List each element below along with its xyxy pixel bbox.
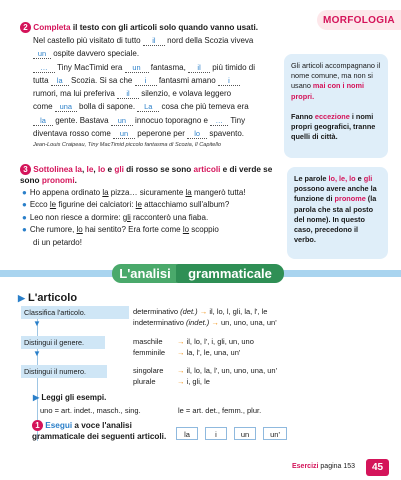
list-item: ● Ho appena ordinato la pizza… sicuramente la mangerò tutta! [22, 188, 246, 197]
passage-source: Jean-Louis Craipeau, Tiny MacTimid piccolo fantasma di Scozia, Il Capitello [33, 142, 221, 148]
list-item-continuation: di un petardo! [33, 237, 82, 247]
target-word[interactable]: lo [182, 225, 190, 235]
passage-line: rumori, ma lui preferiva il silenzio, e volava leggero [33, 89, 232, 99]
arrow-right-icon: → [177, 377, 185, 386]
answer-blank[interactable]: il [143, 36, 165, 46]
classify-line: determinativo (det.) → il, lo, l, gli, la, l', le [133, 307, 268, 316]
step-classify: Classifica l'articolo. [21, 306, 129, 319]
exercise-2-title [20, 22, 320, 33]
triangle-icon: ▶ [18, 293, 25, 303]
step-gender: Distingui il genere. [21, 336, 105, 349]
instruction-verb: Completa [33, 23, 71, 32]
arrow-right-icon: → [177, 366, 185, 375]
page-number: 45 [366, 459, 389, 476]
exercise-number: 2 [20, 22, 31, 33]
passage-line: … Tiny MacTimid era un fantasma, il più timido di [33, 61, 273, 74]
answer-blank[interactable]: la [51, 76, 69, 86]
answer-blank[interactable]: una [55, 102, 77, 112]
answer-blank[interactable]: la [33, 116, 53, 126]
arrow-right-icon: → [211, 318, 219, 327]
article-section-title: ▶ L'articolo [18, 292, 78, 304]
list-item: ● Che rumore, lo hai sentito? Era forte come lo scoppio [22, 225, 219, 235]
exercise-1-title: 1 Esegui a voce l'analisi grammaticale dei seguenti articoli. [32, 421, 167, 442]
section-tag: MORFOLOGIA [317, 10, 401, 30]
info-box-pronouns: Le parole lo, le, lo e gli possono avere anche la funzione di pronome (la parola che sta al posto del nome). In questo caso, precedono il verbo. [287, 167, 388, 259]
banner-title-part1: L'analisi [112, 264, 178, 283]
target-word[interactable]: lo [76, 225, 83, 235]
list-item: ● Leo non riesce a dormire: gli racconterò una fiaba. [22, 212, 209, 222]
arrow-right-icon: → [199, 307, 208, 316]
exercise-2-passage [33, 34, 273, 140]
step-number: Distingui il numero. [21, 365, 107, 378]
gender-line: maschile → il, lo, l', i, gli, un, uno [133, 337, 254, 346]
answer-box[interactable]: i [205, 427, 227, 440]
triangle-icon: ▶ [33, 393, 40, 402]
answer-blank[interactable]: un [125, 63, 149, 73]
answer-blank[interactable]: La [137, 102, 159, 112]
number-line: plurale → i, gli, le [133, 377, 210, 386]
answer-blank[interactable]: il [117, 89, 139, 99]
target-word[interactable]: le [49, 200, 57, 210]
section-banner [0, 262, 401, 284]
answer-blank[interactable]: un [111, 116, 133, 126]
exercises-reference[interactable]: Esercizi pagina 153 [292, 463, 356, 470]
arrow-right-icon: → [177, 337, 185, 346]
target-word[interactable]: la [102, 188, 109, 197]
answer-blank[interactable]: un [33, 49, 51, 59]
answer-blank[interactable]: un [113, 129, 135, 139]
arrow-right-icon: → [177, 348, 185, 357]
list-item: ● Ecco le figurine dei calciatori: le attacchiamo sull'album? [22, 200, 230, 210]
instruction-text: il testo con gli articoli solo quando vanno usati. [70, 23, 259, 32]
examples-heading: ▶ Leggi gli esempi. [33, 393, 107, 402]
passage-line: diventava rosso come un peperone per lo spavento. [33, 129, 245, 139]
answer-box[interactable]: un [234, 427, 256, 440]
banner-title-part2: grammaticale [176, 264, 284, 283]
passage-line: la gente. Bastava un innocuo toporagno e … Tiny [33, 114, 273, 127]
answer-blank[interactable]: … [210, 116, 228, 126]
answer-box[interactable]: un' [263, 427, 287, 440]
target-word[interactable]: la [185, 188, 192, 197]
exercise-number: 1 [32, 420, 43, 431]
passage-line: tutta la Scozia. Si sa che i fantasmi amano i [33, 74, 273, 87]
answer-blank[interactable]: i [218, 76, 240, 86]
exercise-3-sentences [22, 187, 284, 249]
target-word[interactable]: gli [122, 212, 131, 222]
target-word[interactable]: le [135, 200, 142, 210]
passage-line: un ospite davvero speciale. [33, 47, 273, 60]
passage-line: come una bolla di sapone. La cosa che più temeva era [33, 102, 249, 112]
number-line: singolare → il, lo, la, l', un, uno, una, un' [133, 366, 278, 375]
exercise-number: 3 [20, 164, 31, 175]
answer-blank[interactable]: … [33, 63, 55, 73]
info-box-articles: Gli articoli accompagnano il nome comune, ma non si usano mai con i nomi propri. Fanno eccezione i nomi propri geografici, tranne quelli di città. [284, 54, 388, 158]
answer-blank[interactable]: il [188, 63, 210, 73]
passage-line: Nel castello più visitato di tutto il nord della Scozia viveva [33, 36, 254, 45]
example-uno: uno = art. indet., masch., sing. [40, 406, 141, 415]
arrow-down-icon: ▼ [33, 349, 41, 358]
answer-box[interactable]: la [176, 427, 198, 440]
answer-blank[interactable]: lo [187, 129, 207, 139]
answer-blank[interactable]: i [135, 76, 157, 86]
example-le: le = art. det., femm., plur. [178, 406, 262, 415]
arrow-down-icon: ▼ [33, 319, 41, 328]
gender-line: femminile → la, l', le, una, un' [133, 348, 241, 357]
exercise-3-title: 3 Sottolinea la, le, lo e gli di rosso se sono articoli e di verde se sono pronomi. [20, 165, 273, 186]
classify-line: indeterminativo (indet.) → un, uno, una, un' [133, 318, 277, 327]
